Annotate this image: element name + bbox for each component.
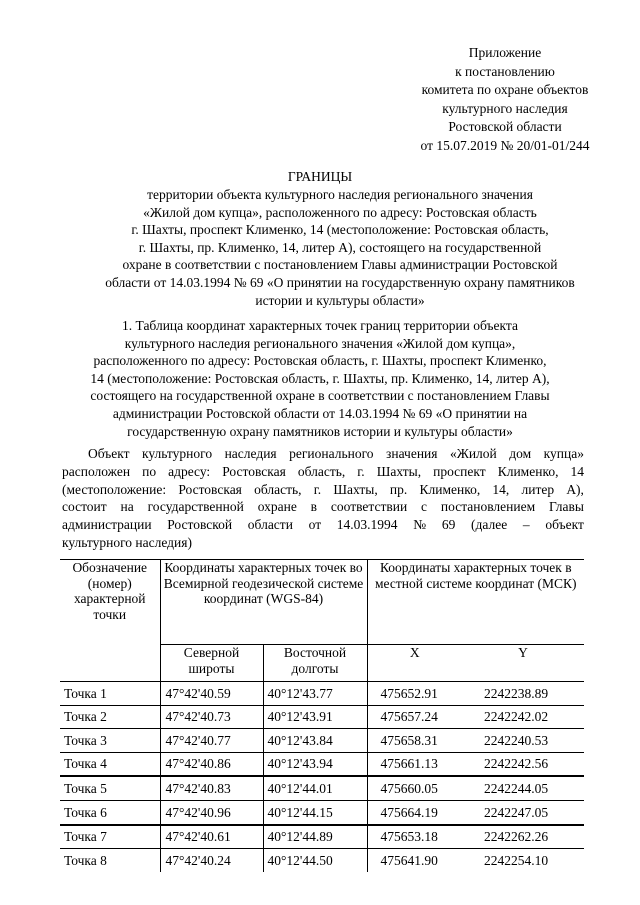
header-east: Восточной долготы <box>263 645 367 682</box>
cell-point-name: Точка 5 <box>60 776 160 800</box>
cell-y: 2242244.05 <box>462 776 584 800</box>
paragraph-word: культурного <box>142 446 213 461</box>
cell-point-name: Точка 2 <box>60 705 160 729</box>
approval-line: от 15.07.2019 № 20/01-01/244 <box>420 137 590 153</box>
subtitle-line: области от 14.03.1994 № 69 «О принятии на государственную охрану памятников <box>105 274 575 290</box>
paragraph-word: Ростовской <box>167 517 233 533</box>
paragraph-word: постановлением <box>440 499 536 515</box>
cell-point-name: Точка 1 <box>60 682 160 706</box>
paragraph-line <box>62 516 584 534</box>
body-paragraph <box>62 445 584 552</box>
paragraph-line <box>62 445 584 463</box>
cell-x: 475660.05 <box>367 776 462 800</box>
paragraph-word: от <box>308 517 322 533</box>
subtitle-line: г. Шахты, проспект Клименко, 14 (местоположение: Ростовская область, <box>131 222 549 238</box>
cell-y: 2242242.56 <box>462 752 584 776</box>
paragraph-word: Клименко, <box>419 481 481 497</box>
table-row <box>60 776 584 800</box>
table-row <box>60 705 584 729</box>
table-row <box>60 849 584 872</box>
paragraph-word: регионального <box>289 446 374 461</box>
cell-latitude: 47°42'40.86 <box>160 752 263 776</box>
paragraph-word: (далее <box>471 517 508 533</box>
paragraph-word: государственной <box>147 499 244 515</box>
header-x: X <box>367 645 462 682</box>
section-line: расположенного по адресу: Ростовская область, г. Шахты, проспект Клименко, <box>93 353 547 369</box>
paragraph-word: Объект <box>88 446 130 461</box>
section-line: 1. Таблица координат характерных точек границ территории объекта <box>122 318 518 333</box>
paragraph-word: Ростовская <box>222 463 286 479</box>
paragraph-word: область, <box>297 463 346 479</box>
document-title: ГРАНИЦЫ <box>287 169 353 184</box>
cell-point-name: Точка 3 <box>60 729 160 753</box>
paragraph-line <box>62 534 584 552</box>
paragraph-word: 69 <box>441 517 456 533</box>
cell-x: 475653.18 <box>367 825 462 849</box>
cell-latitude: 47°42'40.83 <box>160 776 263 800</box>
subtitle-line: истории и культуры области» <box>255 292 425 308</box>
cell-y: 2242247.05 <box>462 800 584 824</box>
cell-latitude: 47°42'40.61 <box>160 825 263 849</box>
cell-longitude: 40°12'44.01 <box>263 776 367 800</box>
table-row <box>60 800 584 824</box>
cell-longitude: 40°12'43.94 <box>263 752 367 776</box>
paragraph-word: 14, <box>492 481 510 497</box>
paragraph-line <box>62 498 584 516</box>
subtitle-line: охране в соответствии с постановлением Главы администрации Ростовской <box>122 257 558 273</box>
cell-longitude: 40°12'44.50 <box>263 849 367 872</box>
paragraph-word: 14 <box>570 463 584 479</box>
cell-longitude: 40°12'43.91 <box>263 705 367 729</box>
paragraph-word: адресу: <box>168 463 211 479</box>
paragraph-word: на <box>120 499 134 515</box>
section-line: культурного наследия регионального значения «Жилой дом купца», <box>124 335 516 351</box>
cell-y: 2242238.89 <box>462 682 584 706</box>
cell-x: 475652.91 <box>367 682 462 706</box>
cell-x: 475661.13 <box>367 752 462 776</box>
cell-y: 2242240.53 <box>462 729 584 753</box>
document-subtitle <box>70 186 610 309</box>
cell-x: 475641.90 <box>367 849 462 872</box>
subtitle-line: территории объекта культурного наследия регионального значения <box>147 187 533 202</box>
section-line: государственную охрану памятников истории и культуры области» <box>127 423 513 439</box>
section-line: состоящего на государственной охране в соответствии с постановлением Главы <box>90 388 550 404</box>
paragraph-word: Клименко, <box>497 463 559 479</box>
approval-block <box>380 44 630 156</box>
table-row <box>60 682 584 706</box>
paragraph-word: область, <box>254 481 302 497</box>
paragraph-word: расположен <box>62 463 131 479</box>
paragraph-word: значения <box>386 446 438 461</box>
paragraph-word: 14.03.1994 <box>336 517 398 533</box>
cell-longitude: 40°12'44.89 <box>263 825 367 849</box>
paragraph-word: А), <box>566 481 584 497</box>
cell-point-name: Точка 6 <box>60 800 160 824</box>
header-msk: Координаты характерных точек в местной системе координат (МСК) <box>367 560 584 645</box>
cell-longitude: 40°12'44.15 <box>263 800 367 824</box>
table-row <box>60 729 584 753</box>
approval-line: Приложение <box>468 45 542 60</box>
subtitle-line: «Жилой дом купца», расположенного по адресу: Ростовская область <box>143 204 537 220</box>
paragraph-word: с <box>421 499 428 515</box>
cell-x: 475657.24 <box>367 705 462 729</box>
table-row <box>60 752 584 776</box>
cell-point-name: Точка 4 <box>60 752 160 776</box>
cell-latitude: 47°42'40.73 <box>160 705 263 729</box>
cell-latitude: 47°42'40.24 <box>160 849 263 872</box>
paragraph-word: (местоположение: <box>62 481 167 497</box>
paragraph-word: культурного наследия) <box>62 534 192 550</box>
table-row <box>60 825 584 849</box>
paragraph-word: в <box>310 499 318 515</box>
header-wgs: Координаты характерных точек во Всемирной геодезической системе координат (WGS-84) <box>160 560 367 645</box>
cell-y: 2242254.10 <box>462 849 584 872</box>
subtitle-line: г. Шахты, пр. Клименко, 14, литер А), состоящего на государственной <box>138 239 542 255</box>
paragraph-word: г. <box>313 481 322 497</box>
paragraph-word: администрации <box>62 517 152 533</box>
table-header-row <box>60 560 584 645</box>
paragraph-word: Ростовская <box>178 481 242 497</box>
paragraph-word: № <box>413 517 427 533</box>
cell-point-name: Точка 8 <box>60 849 160 872</box>
paragraph-word: г. <box>357 463 365 479</box>
cell-x: 475658.31 <box>367 729 462 753</box>
paragraph-word: Главы <box>549 499 584 515</box>
header-point-name: Обозначение (номер) характерной точки <box>60 560 160 682</box>
approval-line: Ростовской области <box>448 119 562 135</box>
paragraph-word: Шахты, <box>333 481 378 497</box>
section-heading-1 <box>60 317 580 440</box>
section-line: администрации Ростовской области от 14.03.1994 № 69 «О принятии на <box>112 405 528 421</box>
paragraph-word: состоит <box>62 499 107 515</box>
header-y: Y <box>462 645 584 682</box>
paragraph-line <box>62 481 584 499</box>
paragraph-word: «Жилой <box>449 446 497 461</box>
paragraph-word: соответствии <box>330 499 408 515</box>
paragraph-word: дом <box>509 446 532 461</box>
cell-latitude: 47°42'40.59 <box>160 682 263 706</box>
cell-x: 475664.19 <box>367 800 462 824</box>
paragraph-word: охране <box>257 499 297 515</box>
header-north: Северной широты <box>160 645 263 682</box>
approval-line: комитета по охране объектов <box>421 82 589 98</box>
paragraph-word: области <box>247 517 293 533</box>
paragraph-word: – <box>522 517 530 533</box>
paragraph-word: литер <box>521 481 555 497</box>
cell-y: 2242242.02 <box>462 705 584 729</box>
paragraph-word: Шахты, <box>376 463 422 479</box>
coordinates-table <box>60 559 584 872</box>
paragraph-word: объект <box>545 517 584 533</box>
approval-line: к постановлению <box>455 63 555 79</box>
paragraph-word: проспект <box>433 463 486 479</box>
cell-y: 2242262.26 <box>462 825 584 849</box>
paragraph-word: пр. <box>389 481 408 497</box>
cell-latitude: 47°42'40.77 <box>160 729 263 753</box>
paragraph-word: купца» <box>543 446 584 461</box>
cell-latitude: 47°42'40.96 <box>160 800 263 824</box>
cell-point-name: Точка 7 <box>60 825 160 849</box>
approval-line: культурного наследия <box>442 100 568 116</box>
cell-longitude: 40°12'43.84 <box>263 729 367 753</box>
paragraph-word: наследия <box>224 446 277 461</box>
paragraph-line <box>62 463 584 481</box>
paragraph-word: по <box>142 463 157 479</box>
section-line: 14 (местоположение: Ростовская область, г. Шахты, пр. Клименко, 14, литер А), <box>90 370 550 386</box>
cell-longitude: 40°12'43.77 <box>263 682 367 706</box>
